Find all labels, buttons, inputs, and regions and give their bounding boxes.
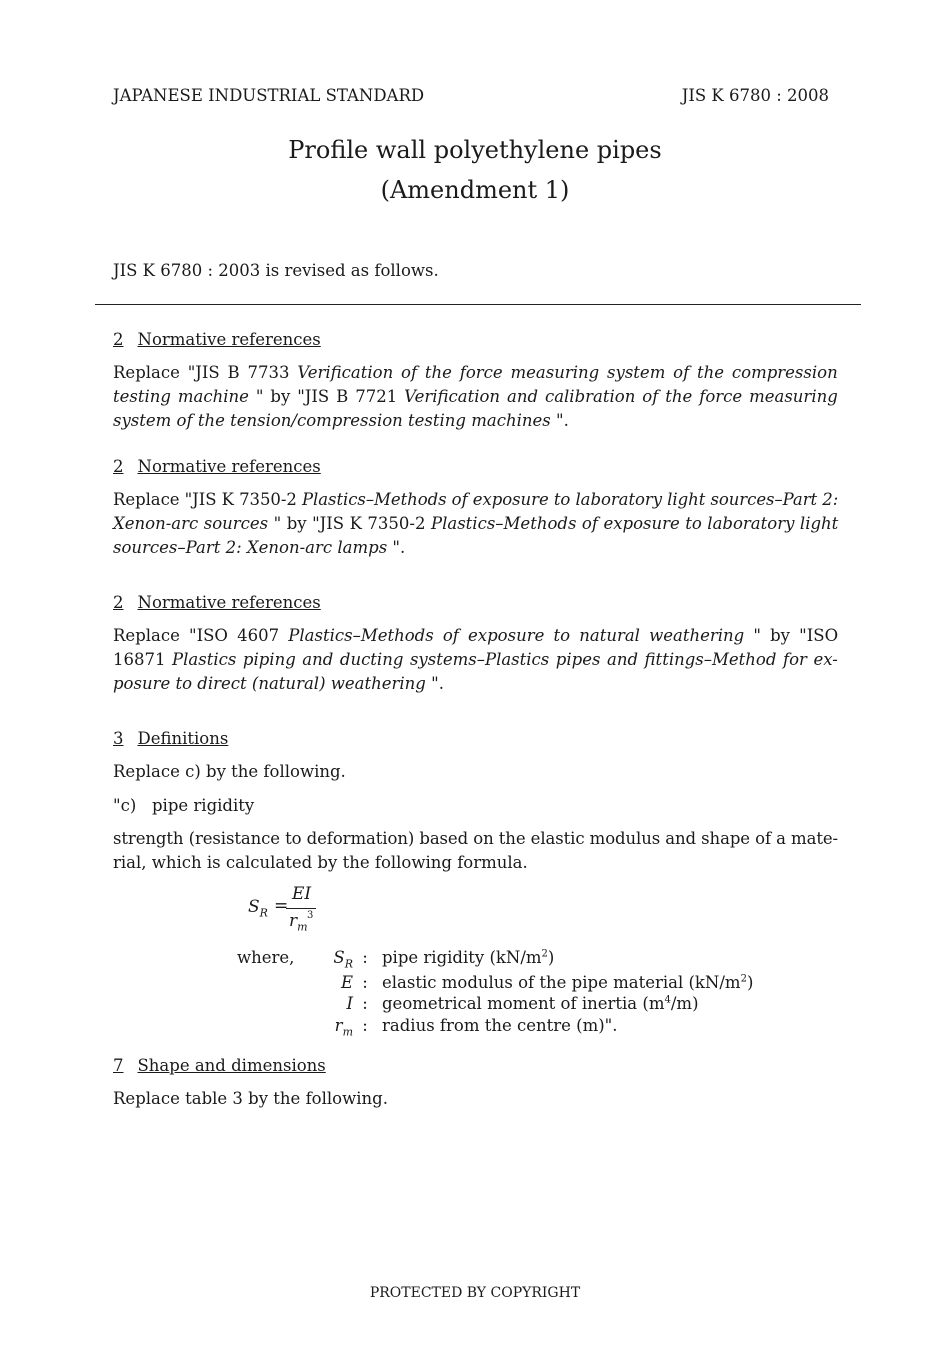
section-heading bbox=[113, 330, 321, 349]
body-line bbox=[113, 387, 838, 406]
section-title: Definitions bbox=[137, 729, 229, 748]
body-line bbox=[113, 411, 569, 430]
text-run: ". bbox=[387, 538, 406, 557]
term-symbol: $r_m$ bbox=[334, 1016, 353, 1039]
header-standard-label: JAPANESE INDUSTRIAL STANDARD bbox=[113, 86, 425, 105]
definitions-replace-text: Replace c) by the following. bbox=[113, 762, 346, 781]
formula-equals: = bbox=[274, 896, 289, 916]
text-run: ". bbox=[425, 674, 444, 693]
term-symbol: I bbox=[346, 994, 353, 1013]
body-line bbox=[113, 674, 444, 693]
text-run: " by "ISO bbox=[744, 626, 839, 645]
text-run: ". bbox=[550, 411, 569, 430]
copyright-footer: PROTECTED BY COPYRIGHT bbox=[369, 1285, 581, 1301]
term-symbol: $S_R$ bbox=[333, 948, 353, 971]
page-title: Profile wall polyethylene pipes bbox=[288, 136, 662, 164]
shape-replace-text: Replace table 3 by the following. bbox=[113, 1089, 388, 1108]
italic-title-run: Verification of the force measuring system of the compression bbox=[297, 363, 838, 382]
section-number: 2 bbox=[113, 457, 124, 476]
section-number: 7 bbox=[113, 1056, 124, 1075]
italic-title-run: Verification and calibration of the force measuring bbox=[404, 387, 838, 406]
term-colon: : bbox=[362, 948, 368, 967]
italic-title-run: Plastics–Methods of exposure to laboratory light bbox=[430, 514, 839, 533]
formula-denominator: $r_m$ bbox=[289, 911, 308, 934]
term-description: radius from the centre (m)". bbox=[382, 1016, 618, 1035]
text-run: Replace "JIS B 7733 bbox=[113, 363, 298, 382]
formula bbox=[248, 884, 338, 938]
italic-title-run: Plastics piping and ducting systems–Plastics pipes and fittings–Method for ex- bbox=[172, 650, 838, 669]
formula-lhs: $S_R$ bbox=[248, 897, 268, 920]
section-number: 3 bbox=[113, 729, 124, 748]
term-description: pipe rigidity $(kN/m^2)$ bbox=[382, 948, 555, 967]
text-run: " by "JIS B 7721 bbox=[248, 387, 405, 406]
body-line bbox=[113, 363, 838, 382]
term-colon: : bbox=[362, 1016, 368, 1035]
definition-body-line: strength (resistance to deformation) based on the elastic modulus and shape of a mate- bbox=[113, 829, 839, 848]
italic-title-run: posure to direct (natural) weathering bbox=[113, 674, 426, 693]
definition-label: "c) bbox=[113, 796, 137, 815]
text-run: " by "JIS K 7350-2 bbox=[268, 514, 431, 533]
text-run: Replace "ISO 4607 bbox=[113, 626, 289, 645]
term-symbol: E bbox=[340, 973, 353, 992]
definition-term: pipe rigidity bbox=[152, 796, 255, 815]
section-title: Normative references bbox=[137, 457, 321, 476]
section-title: Shape and dimensions bbox=[137, 1056, 326, 1075]
where-label: where, bbox=[237, 948, 295, 967]
italic-title-run: sources–Part 2: Xenon-arc lamps bbox=[113, 538, 388, 557]
text-run: Replace "JIS K 7350-2 bbox=[113, 490, 302, 509]
section-heading bbox=[113, 457, 321, 476]
page-subtitle: (Amendment 1) bbox=[380, 176, 570, 204]
section-heading bbox=[113, 593, 321, 612]
divider-rule bbox=[95, 304, 861, 305]
body-line bbox=[113, 514, 838, 533]
intro-text: JIS K 6780 : 2003 is revised as follows. bbox=[113, 261, 439, 280]
body-line bbox=[113, 626, 838, 645]
text-run: 16871 bbox=[113, 650, 173, 669]
definition-item bbox=[113, 796, 254, 815]
italic-title-run: Plastics–Methods of exposure to natural weathering bbox=[288, 626, 745, 645]
term-description: geometrical moment of inertia $(m^4/m)$ bbox=[382, 994, 699, 1013]
header-standard-number: JIS K 6780 : 2008 bbox=[681, 86, 829, 105]
section-title: Normative references bbox=[137, 330, 321, 349]
section-heading bbox=[113, 1056, 326, 1075]
section-heading bbox=[113, 729, 228, 748]
body-line bbox=[113, 650, 838, 669]
formula-numerator: EI bbox=[292, 884, 312, 904]
italic-title-run: system of the tension/compression testing machines bbox=[113, 411, 551, 430]
body-line bbox=[113, 490, 838, 509]
term-colon: : bbox=[362, 973, 368, 992]
italic-title-run: Xenon-arc sources bbox=[113, 514, 269, 533]
definition-body-line: rial, which is calculated by the following formula. bbox=[113, 853, 528, 872]
section-number: 2 bbox=[113, 330, 124, 349]
body-line bbox=[113, 538, 405, 557]
section-number: 2 bbox=[113, 593, 124, 612]
term-description: elastic modulus of the pipe material $(kN/m^2)$ bbox=[382, 973, 754, 992]
formula-exponent: 3 bbox=[307, 910, 314, 921]
term-colon: : bbox=[362, 994, 368, 1013]
section-title: Normative references bbox=[137, 593, 321, 612]
fraction-bar bbox=[286, 908, 316, 909]
italic-title-run: testing machine bbox=[113, 387, 249, 406]
italic-title-run: Plastics–Methods of exposure to laboratory light sources–Part 2: bbox=[302, 490, 839, 509]
